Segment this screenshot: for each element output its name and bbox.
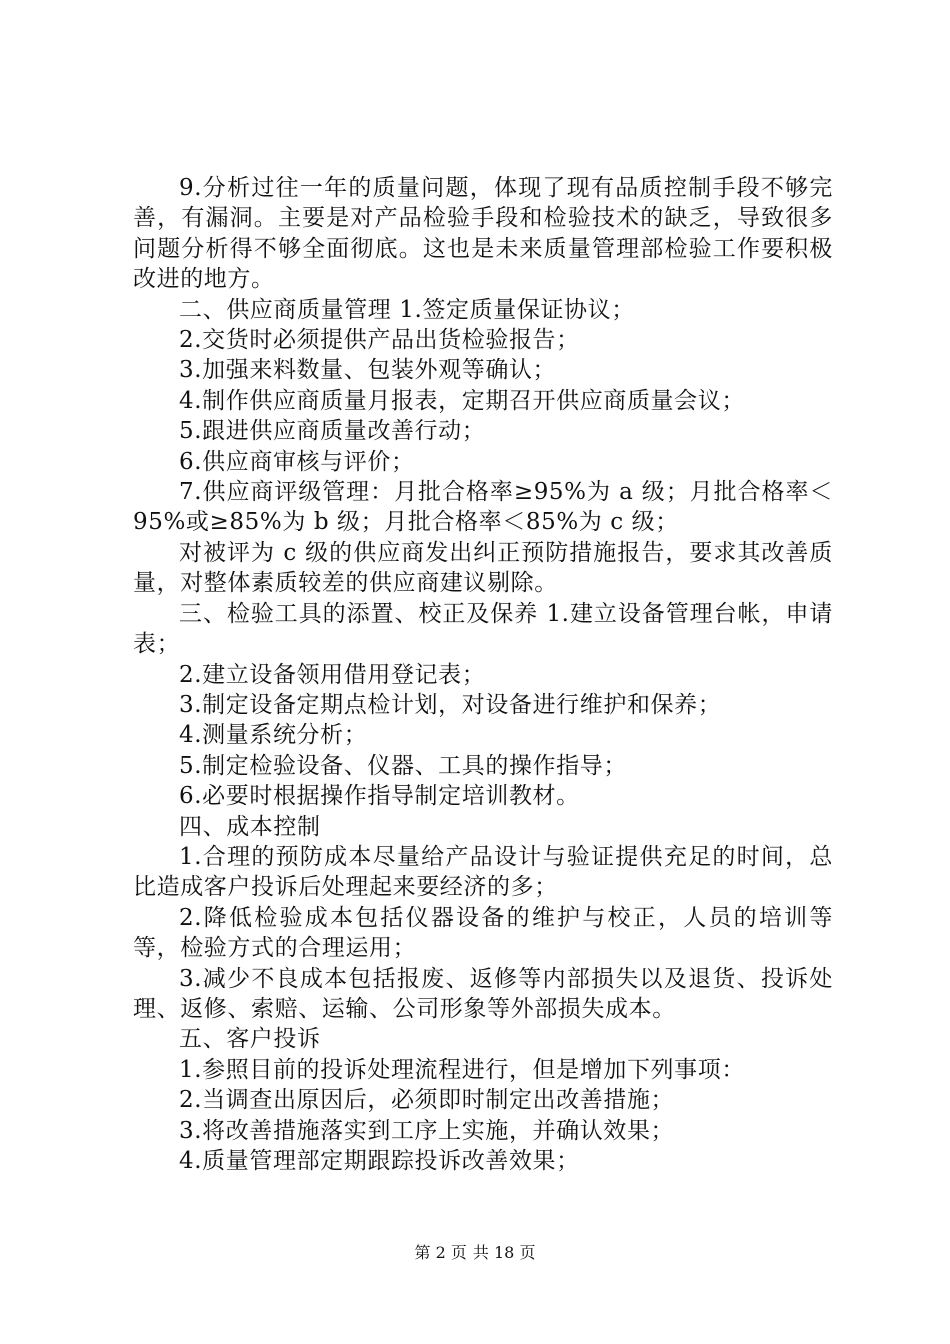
list-item: 3.制定设备定期点检计划，对设备进行维护和保养； bbox=[179, 691, 722, 718]
list-item: 2.交货时必须提供产品出货检验报告； bbox=[179, 327, 580, 354]
page-footer bbox=[0, 1243, 950, 1263]
list-item: 5.跟进供应商质量改善行动； bbox=[179, 418, 486, 445]
list-item: 3.加强来料数量、包装外观等确认； bbox=[179, 357, 557, 384]
list-item: 5.制定检验设备、仪器、工具的操作指导； bbox=[179, 752, 627, 779]
page-number: 第 2 页 bbox=[414, 1243, 467, 1262]
list-item: 4.质量管理部定期跟踪投诉改善效果； bbox=[179, 1148, 580, 1174]
paragraph: 对被评为 c 级的供应商发出纠正预防措施报告，要求其改善质量，对整体素质较差的供应商建议剔除。 bbox=[133, 539, 833, 597]
list-item: 6.必要时根据操作指导制定培训教材。 bbox=[179, 783, 580, 810]
list-item: 3.将改善措施落实到工序上实施，并确认效果； bbox=[179, 1117, 675, 1144]
list-item: 2.建立设备领用借用登记表； bbox=[179, 661, 486, 688]
list-item: 2.降低检验成本包括仪器设备的维护与校正，人员的培训等等，检验方式的合理运用； bbox=[133, 904, 833, 962]
list-item: 7.供应商评级管理：月批合格率≥95%为 a 级；月批合格率＜95%或≥85%为 b 级；月批合格率＜85%为 c 级； bbox=[133, 479, 833, 536]
list-item: 3.减少不良成本包括报废、返修等内部损失以及退货、投诉处理、返修、索赔、运输、公司形象等外部损失成本。 bbox=[133, 965, 833, 1022]
list-item: 2.当调查出原因后，必须即时制定出改善措施； bbox=[179, 1087, 675, 1114]
paragraph: 9.分析过往一年的质量问题，体现了现有品质控制手段不够完善，有漏洞。主要是对产品检验手段和检验技术的缺乏，导致很多问题分析得不够全面彻底。这也是未来质量管理部检验工作要积极改进的地方。 bbox=[133, 175, 833, 293]
section-heading-inspection-tools: 三、检验工具的添置、校正及保养 1.建立设备管理台帐，申请表； bbox=[133, 600, 833, 658]
list-item: 1.合理的预防成本尽量给产品设计与验证提供充足的时间，总比造成客户投诉后处理起来要经济的多； bbox=[133, 843, 833, 901]
document-body bbox=[133, 173, 833, 1176]
section-heading-cost-control: 四、成本控制 bbox=[179, 813, 321, 840]
list-item: 6.供应商审核与评价； bbox=[179, 448, 415, 475]
list-item: 1.参照目前的投诉处理流程进行，但是增加下列事项： bbox=[179, 1056, 745, 1083]
list-item: 4.测量系统分析； bbox=[179, 722, 368, 749]
list-item: 4.制作供应商质量月报表，定期召开供应商质量会议； bbox=[179, 387, 745, 414]
section-heading-supplier-quality: 二、供应商质量管理 1.签定质量保证协议； bbox=[179, 296, 635, 323]
section-heading-customer-complaints: 五、客户投诉 bbox=[179, 1026, 321, 1053]
page-total: 共 18 页 bbox=[472, 1243, 536, 1262]
